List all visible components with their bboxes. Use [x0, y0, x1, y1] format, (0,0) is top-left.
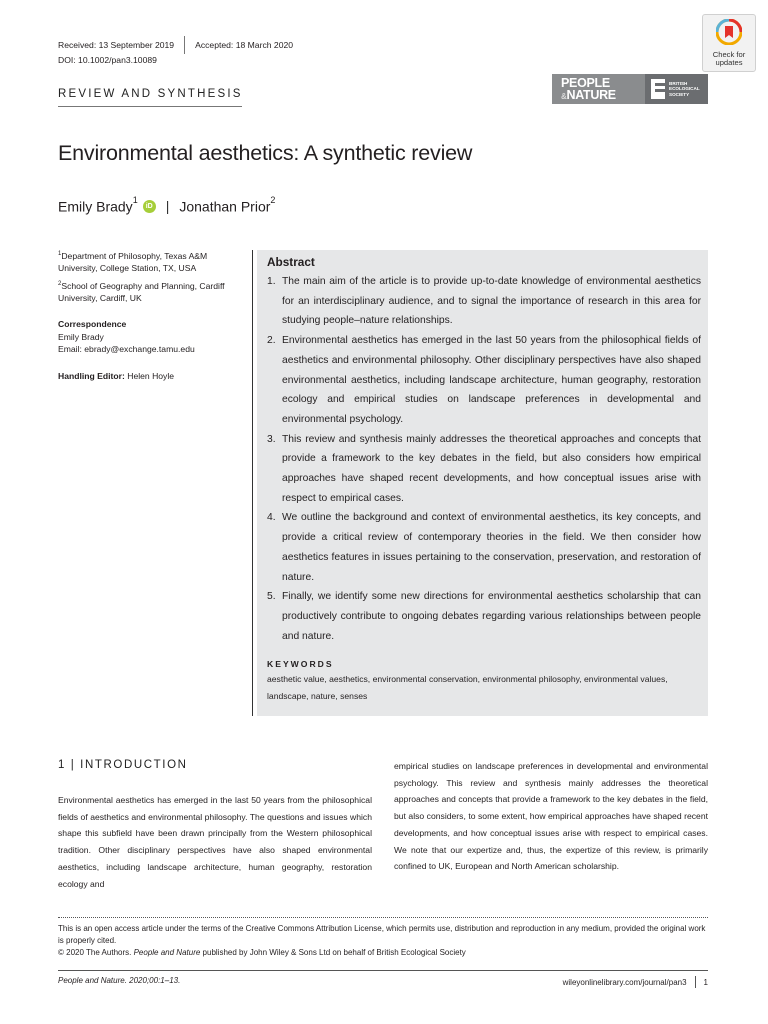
abstract-box [257, 250, 708, 716]
logo-nature: NATURE [566, 88, 616, 102]
affiliation-2: $^2$School of Geography and Planning, Cardiff University, Cardiff, UK [58, 280, 225, 304]
bes-mark-icon [651, 79, 665, 99]
body-column-1: Environmental aesthetics has emerged in the last 50 years from the philosophical fields of aesthetics and environmental philosophy. The questions and issues which shape this subfield have been drawn principally from the Western philosophical tradition. Other disciplinary perspectives have also shaped environmental aesthetics, including landscape architecture, human geography, restoration ecology and [58, 795, 372, 889]
abstract-item: 5. Finally, we identify some new directions for environmental aesthetics scholarship that can productively contribute to ongoing debates regarding various relationships between people and nature. [267, 591, 701, 642]
abstract-item: 1. The main aim of the article is to provide up-to-date knowledge of environmental aesthetics for an interdisciplinary audience, and to signal the importance of research in this area for studying people–nature relationships. [267, 276, 701, 327]
copyright-text: © 2020 The Authors. People and Nature published by John Wiley & Sons Ltd on behalf of British Ecological Society [58, 948, 466, 957]
abstract-list [267, 272, 701, 646]
check-for-updates-icon [716, 19, 742, 45]
doi[interactable]: DOI: 10.1002/pan3.10089 [58, 55, 157, 65]
journal-logo[interactable] [552, 74, 708, 104]
body-column-2: empirical studies on landscape preferences in developmental and environmental psychology. This review and synthesis mainly addresses the theoretical approaches and concepts that provide a framework to the key debates in the field, but also considers, to some extent, how empirical approaches have shaped recent developments, and how conceptual issues arise with respect to empirical cases. We note that our expertize and, thus, the expertize of this review, is primarily confined to UK, European and North American scholarship. [394, 761, 708, 872]
article-type: REVIEW AND SYNTHESIS [58, 88, 243, 100]
author-2[interactable]: Jonathan Prior$^2$ [179, 195, 276, 215]
check-line-1: Check for [712, 50, 746, 59]
abstract-item: 3. This review and synthesis mainly addresses the theoretical approaches and concepts that provide a framework to the key debates in the field, but also considers how empirical approaches have shaped recent developments, and how conceptual issues arise with respect to empirical cases. [267, 433, 701, 504]
accepted-date: Accepted: 18 March 2020 [195, 40, 294, 50]
handling-editor: Handling Editor: Helen Hoyle [58, 371, 175, 381]
bes-logo [645, 74, 708, 104]
check-for-updates-button[interactable] [702, 14, 756, 72]
license-text: This is an open access article under the terms of the Creative Commons Attribution License, which permits use, distribution and reproduction in any medium, provided the original work is properly cited. [58, 924, 706, 945]
bes-line-2: ECOLOGICAL [669, 86, 700, 92]
journal-url[interactable]: wileyonlinelibrary.com/journal/pan3 [562, 977, 687, 987]
author-1[interactable]: Emily Brady$^1$ [58, 195, 138, 215]
footer-separator [695, 976, 696, 988]
keywords-heading: KEYWORDS [267, 659, 334, 670]
date-divider [184, 36, 185, 54]
page-number: 1 [703, 977, 708, 987]
article-dates [58, 36, 293, 54]
keywords: aesthetic value, aesthetics, environmental conservation, environmental philosophy, environmental values, landscape, nature, senses [267, 674, 668, 702]
check-line-2: updates [715, 58, 743, 67]
people-nature-logo [552, 74, 645, 104]
journal-citation: People and Nature. 2020;00:1–13. [58, 976, 181, 985]
author-separator: | [165, 198, 170, 215]
correspondence-label: Correspondence [58, 319, 127, 329]
correspondence-email[interactable]: Email: ebrady@exchange.tamu.edu [58, 344, 195, 354]
bes-line-3: SOCIETY [669, 91, 690, 97]
correspondence-name: Emily Brady [58, 331, 104, 342]
received-date: Received: 13 September 2019 [58, 40, 175, 50]
orcid-icon[interactable]: iD [143, 200, 156, 213]
abstract-heading: Abstract [267, 255, 315, 269]
abstract-item: 4. We outline the background and context of environmental aesthetics, its key concepts, and provide a critical review of contemporary theories in the field. We then consider how aesthetics features in issues pertaining to the conservation, preservation, and restoration of nature. [267, 512, 701, 583]
section-heading: 1 | INTRODUCTION [58, 759, 188, 771]
article-type-underline [58, 106, 242, 107]
correspondence [58, 318, 248, 356]
article-title: Environmental aesthetics: A synthetic review [58, 141, 473, 165]
footer-right [563, 976, 708, 988]
affiliation-1: $^1$Department of Philosophy, Texas A&M University, College Station, TX, USA [58, 250, 208, 274]
logo-ampersand: & [561, 92, 567, 101]
bes-line-1: BRITISH [669, 80, 688, 86]
abstract-divider [252, 250, 253, 716]
logo-people: PEOPLE [561, 76, 610, 90]
license-notice [58, 923, 708, 959]
footer-rule [58, 970, 708, 971]
footer-dotted-rule [58, 917, 708, 918]
abstract-item: 2. Environmental aesthetics has emerged in the last 50 years from the philosophical fields of aesthetics and environmental philosophy. Other disciplinary perspectives have also shaped environmental aesthetics, including landscape architecture, human geography, restoration ecology and empirical studies on landscape preferences in developmental and environmental psychology. [267, 335, 701, 425]
author-list [58, 195, 276, 215]
